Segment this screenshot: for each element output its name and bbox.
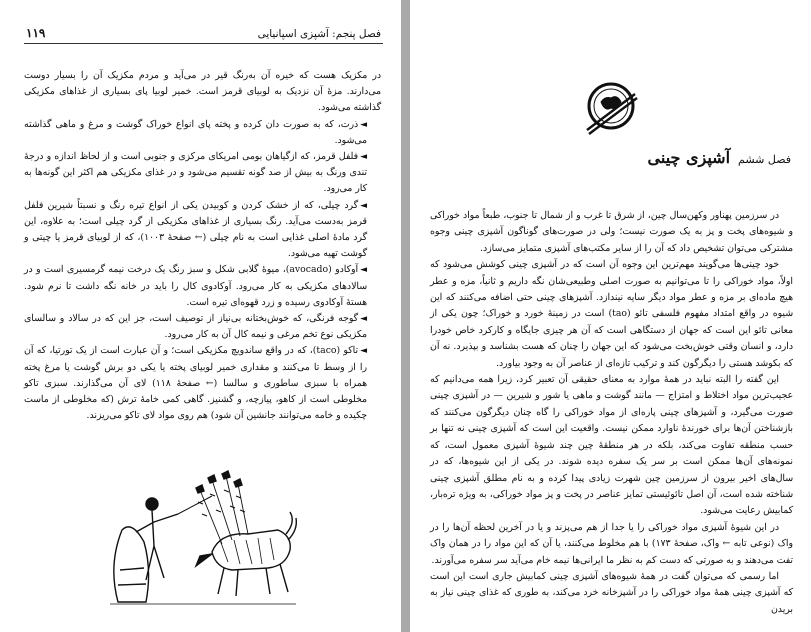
- list-item-text: گرد چیلی، که از خشک کردن و کوبیدن یکی از انواع تیره رنگ و نسبتاً شیرین فلفل قرمز به‌دست می‌آید. رنگ بسیاری از غذاهای مکزیکی از گرد چیلی است؛ به علاوه، این گرد مادهٔ اصلی غذایی است به نام چیلی (← صفحهٔ ۱۰۰۳)، که از لوبیای قرمز یا چیتی و گوشت تهیه می‌شود.: [24, 199, 367, 260]
- paragraph: در مکزیک هست که خیره آن به‌رنگ قیر در می‌آید و مردم مکزیک آن را بسیار دوست می‌دارند. مزهٔ آن نزدیک به لوبیای قرمز است. خمیر لوبیا پای بسیاری از غذاهای مکزیکی گذاشته می‌شود.: [24, 70, 381, 114]
- paragraph: در این شیوهٔ آشپزی مواد خوراکی را یا جدا از هم می‌پزند و یا در آخرین لحظه آن‌ها را در واک (نوعی تابه ← واک، صفحهٔ ۱۷۳) با هم مخلوط می‌کنند، یا آن که این مواد را در همان واک تفت می‌دهند و به صورتی که دست کم به نظر ما ایرانی‌ها نیمه خام می‌آید سر سفره می‌آورند.: [430, 521, 793, 566]
- paragraph: این گفته را البته نباید در همهٔ موارد به معنای حقیقی آن تعبیر کرد، زیرا همه می‌دانیم که عجیب‌ترین مواد اختلاط و امتزاج — مانند گوشت و ماهی یا شور و شیرین — در آشپزی چینی صورت می‌گیرد، و آشپزهای چینی پاره‌ای از مواد خوراکی را گاه چنان دیگرگون می‌کنند که بازشناختن آن‌ها برای خورندهٔ ناوارد ممکن نیست. واقعیت این است که آشپزی چینی نه تنها بر حسب منطقه تفاوت می‌کند، بلکه در هر منطقهٔ چین چند شیوهٔ آشپزی معمول است، که نمونه‌های آن‌ها ممکن است بر سر یک سفره دیده شوند. در یکی از این شیوه‌ها، که در سال‌های اخیر بیرون از سرزمین چین شهرت زیادی پیدا کرده و به نام مطلق آشپزی چینی شناخته شده است، آن اصل تائوئیستی تمایز عناصر در پخت و پز مواد خوراکی، به ویژه تره‌بار، کمابیش رعایت می‌شود.: [430, 374, 793, 517]
- running-header: [26, 20, 381, 40]
- header-rule: [24, 43, 383, 44]
- pointer-icon: ◄: [360, 119, 367, 130]
- list-item: [24, 117, 381, 149]
- list-item-text: فلفل قرمز، که ازگیاهان بومی امریکای مرکزی و جنوبی است و از لحاظ اندازه و درجهٔ تندی ورنگ به بیش از صد گونه تقسیم می‌شود و در غذای مکزیکی هم اکثر این گونه‌ها به کار می‌رود.: [24, 151, 367, 195]
- paragraph: اما رسمی که می‌توان گفت در همهٔ شیوه‌های آشپزی چینی کمابیش جاری است این است که آشپزی چینی همهٔ مواد خوراکی را در آشپزخانه خرد می‌کند، به طوری که غذای چینی نیاز به بریدن: [430, 570, 793, 615]
- paragraph: خود چینی‌ها می‌گویند مهم‌ترین این وجوه آن است که در آشپزی چینی کوشش می‌شود که اولاً، مواد خوراکی را تا می‌توانیم به صورت اصلی وطبیعی‌شان نگه داریم و ثانیاً، مزه و عطر هیچ ماده‌ای بر مزه و عطر مواد دیگر سایه نیندازد. آشپزهای چینی حتی اضافه می‌کنند که این شیوه در واقع امتداد مفهوم فلسفی تائو (tao) است در زمینهٔ خورد و خوراک؛ چون یکی از معانی تائو این است که جهان از دستگاهی است که آن هر چیزی جایگاه و کارکرد خاص خودرا دارد، و انسان وقتی خوش‌بخت می‌شود که این جهان را چنان که هست بشناسد و بپذیرد. نه آن که بکوشد هستی را دیگرگون کند و ترکیب تازه‌ای از عناصر آن به وجود بیاورد.: [430, 259, 793, 369]
- right-page-content: [410, 0, 811, 632]
- pointer-icon: ◄: [360, 152, 367, 163]
- pointer-icon: ◄: [360, 265, 367, 276]
- running-header-title: فصل پنجم: آشپزی اسپانیایی: [257, 28, 381, 40]
- list-item: [24, 198, 381, 263]
- right-body-text: [430, 208, 793, 618]
- pointer-icon: ◄: [360, 200, 367, 211]
- list-item-text: گوجه فرنگی، که خوش‌بختانه بی‌نیاز از توصیف است، جز این که در سالاد و سالسای مکزیکی نوع تخم مرغی و نیمه کال آن به کار می‌رود.: [24, 313, 367, 341]
- pointer-icon: ◄: [360, 314, 367, 325]
- chapter-label: فصل ششم: [738, 153, 791, 166]
- list-item: [24, 343, 381, 424]
- list-item: [24, 262, 381, 311]
- bullfighter-illustration: [100, 470, 300, 610]
- list-item: [24, 311, 381, 343]
- list-item-text: ذرت، که به صورت دان کرده و پخته پای انواع خوراک گوشت و مرغ و ماهی گذاشته می‌شود.: [24, 118, 367, 146]
- chapter-heading: [430, 148, 791, 167]
- pointer-icon: ◄: [360, 346, 367, 357]
- list-item: [24, 149, 381, 198]
- page-number: ۱۱۹: [26, 26, 46, 40]
- list-item-text: تاکو (taco)، که در واقع ساندویچ مکزیکی است؛ و آن عبارت است از یک تورتیا، که آن را از وسط تا می‌کنند و مقداری خمیر لوبیای پخته یا یکی دو برش گوشت یا مرغ پخته همراه با سبزی ساطوری و سالسا (← صفحهٔ ۱۱۸) لای آن می‌گذارند. سبزی تاکو مخلوطی است از کاهو، پیازچه، و گشنیز. گاهی کمی خامهٔ ترش (که مخلوطی از ماست چکیده و خامه می‌توانند جانشین آن شود) هم روی مواد لای تاکو می‌ریزند.: [24, 345, 367, 422]
- left-body-text: [24, 68, 381, 424]
- list-item-text: آوکادو (avocado)، میوهٔ گلابی شکل و سبز رنگ یک درخت نیمه گرمسیری است و در سالادهای مکزیکی به کار می‌رود. آوکادوی کال را باید در خانه نگه داشت تا نرم شود. هستهٔ آوکادوی رسیده و زرد قهوه‌ای تیره است.: [24, 264, 367, 308]
- left-page: [0, 0, 401, 632]
- chapter-title: آشپزی چینی: [647, 148, 731, 167]
- paragraph: در سرزمین پهناور وکهن‌سال چین، از شرق تا غرب و از شمال تا جنوب، طبعاً مواد خوراکی و شیوه‌های پخت و پز به یک صورت نیست؛ ولی در صورت‌های گوناگون آشپزی چینی وجوه مشترکی می‌توان تشخیص داد که آن را از سایر مکتب‌های آشپزی متمایز می‌سازد.: [430, 210, 793, 254]
